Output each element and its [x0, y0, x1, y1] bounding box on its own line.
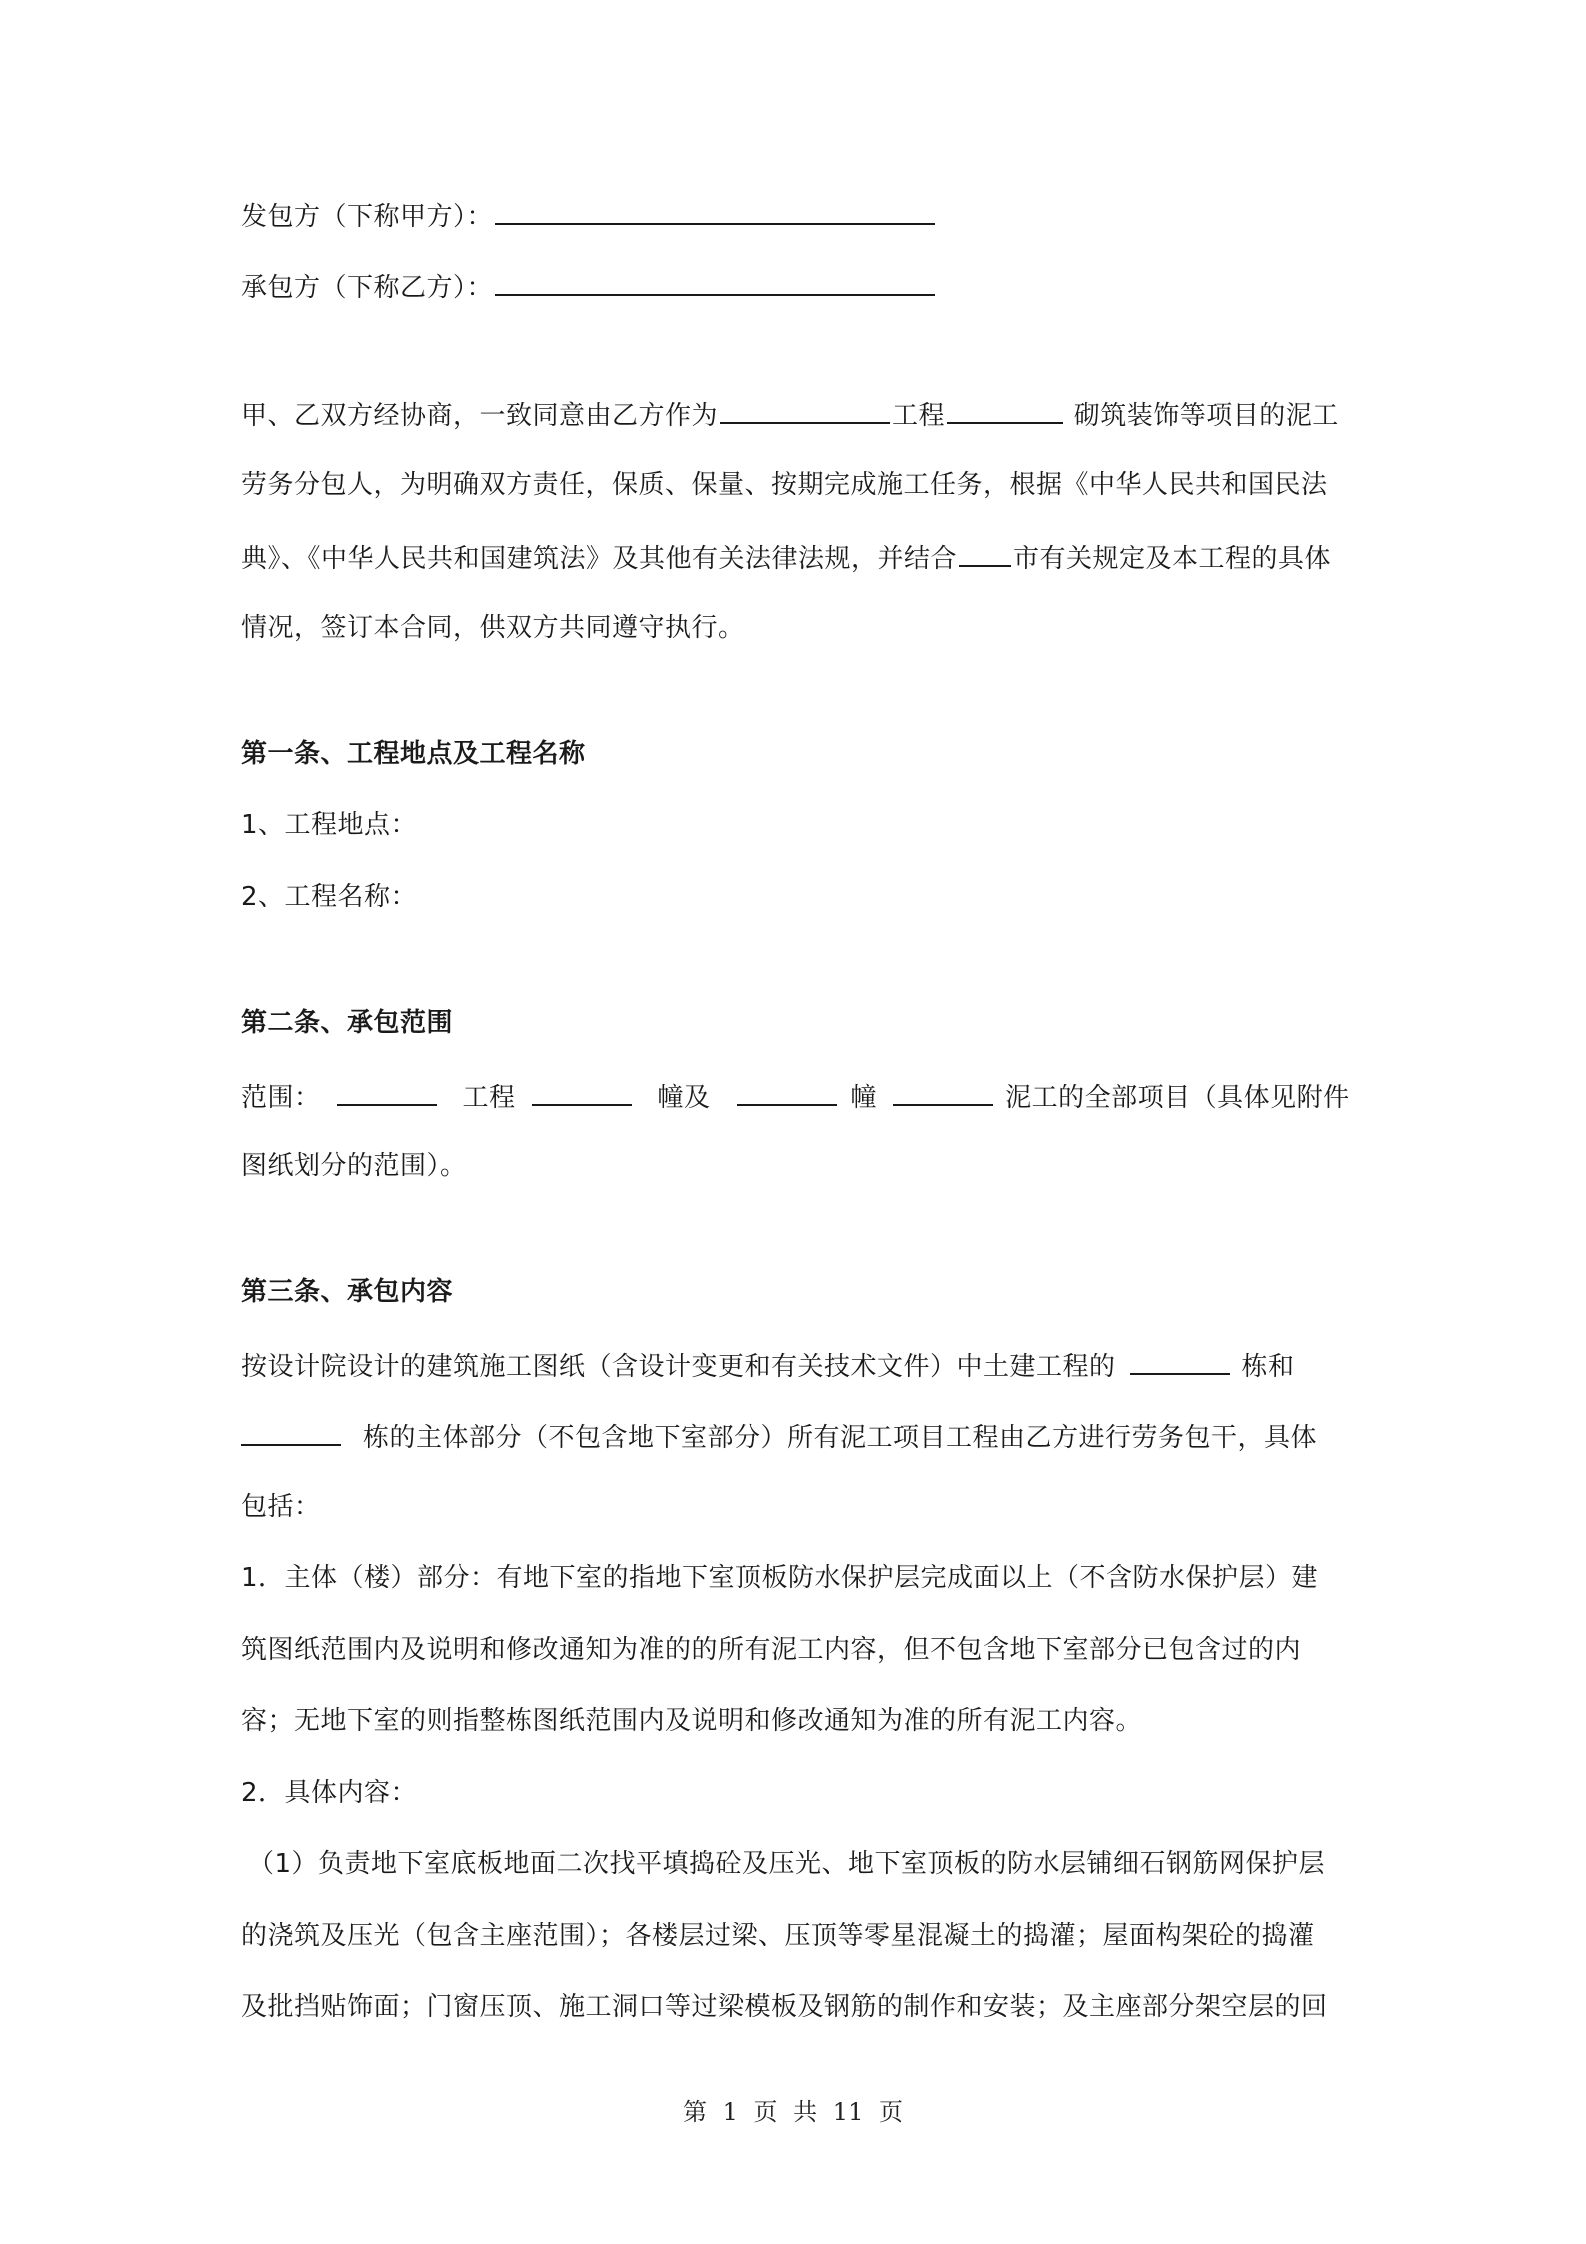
article-1-item-1: 1、工程地点： — [241, 810, 418, 840]
article-3-p1-line-3: 容；无地下室的则指整栋图纸范围内及说明和修改通知为准的所有泥工内容。 — [241, 1706, 1143, 1736]
party-b-line — [241, 268, 937, 305]
party-b-blank — [495, 268, 935, 296]
article-1-title: 第一条、工程地点及工程名称 — [241, 739, 586, 769]
scope-text: 工程 — [462, 1083, 516, 1113]
scope-blank-2 — [532, 1078, 632, 1106]
preamble-text: 工程 — [892, 401, 946, 431]
scope-text: 泥工的全部项目（具体见附件 — [1005, 1083, 1350, 1113]
article-3-p1-line-2: 筑图纸范围内及说明和修改通知为准的的所有泥工内容，但不包含地下室部分已包含过的内 — [241, 1635, 1302, 1665]
preamble-text: 情况，签订本合同，供双方共同遵守执行。 — [241, 613, 745, 643]
preamble-line-3 — [241, 539, 1331, 576]
party-b-label: 承包方（下称乙方）： — [241, 273, 494, 303]
article-3-text: 栋的主体部分（不包含地下室部分）所有泥工项目工程由乙方进行劳务包干，具体 — [363, 1423, 1318, 1453]
preamble-text: 劳务分包人，为明确双方责任，保质、保量、按期完成施工任务，根据《中华人民共和国民法 — [241, 470, 1328, 500]
building-blank-1 — [1130, 1347, 1230, 1375]
scope-blank-1 — [337, 1078, 437, 1106]
party-a-label: 发包方（下称甲方）： — [241, 202, 494, 232]
scope-label: 范围： — [241, 1083, 321, 1113]
building-blank-2 — [241, 1418, 341, 1446]
article-3-line-3: 包括： — [241, 1492, 321, 1522]
project-part-blank — [947, 396, 1063, 424]
article-2-title: 第二条、承包范围 — [241, 1008, 454, 1038]
article-3-text: 栋和 — [1241, 1352, 1295, 1382]
article-3-s1-line-2: 的浇筑及压光（包含主座范围）；各楼层过梁、压顶等零星混凝土的捣灌；屋面构架砼的捣灌 — [241, 1921, 1315, 1951]
article-3-p1-line-1: 1．主体（楼）部分：有地下室的指地下室顶板防水保护层完成面以上（不含防水保护层）建 — [241, 1563, 1319, 1593]
scope-blank-3 — [737, 1078, 837, 1106]
scope-text: 幢 — [850, 1083, 878, 1113]
preamble-line-1 — [241, 396, 1339, 433]
article-3-s1-line-3: 及批挡贴饰面；门窗压顶、施工洞口等过梁模板及钢筋的制作和安装；及主座部分架空层的回 — [241, 1992, 1328, 2022]
project-name-blank — [720, 396, 890, 424]
article-3-line-1 — [241, 1347, 1295, 1384]
city-blank — [959, 539, 1011, 567]
preamble-text: 市有关规定及本工程的具体 — [1013, 544, 1332, 574]
preamble-line-2 — [241, 468, 1328, 502]
party-a-line — [241, 197, 937, 234]
scope-blank-4 — [893, 1078, 993, 1106]
page-footer: 第 1 页 共 11 页 — [683, 2098, 903, 2126]
article-2-line-2: 图纸划分的范围）。 — [241, 1151, 467, 1181]
scope-text: 幢及 — [657, 1083, 711, 1113]
article-3-line-2 — [241, 1418, 1317, 1455]
article-3-s1-line-1: （1）负责地下室底板地面二次找平填捣砼及压光、地下室顶板的防水层铺细石钢筋网保护层 — [248, 1849, 1326, 1879]
article-2-scope-line — [241, 1078, 1350, 1115]
preamble-line-4 — [241, 611, 745, 645]
party-a-blank — [495, 197, 935, 225]
article-3-p2-title: 2．具体内容： — [241, 1778, 418, 1808]
preamble-text: 典》、《中华人民共和国建筑法》及其他有关法律法规，并结合 — [241, 544, 958, 574]
preamble-text: 砌筑装饰等项目的泥工 — [1073, 401, 1339, 431]
article-1-item-2: 2、工程名称： — [241, 882, 418, 912]
article-3-title: 第三条、承包内容 — [241, 1277, 454, 1307]
preamble-text: 甲、乙双方经协商，一致同意由乙方作为 — [241, 401, 719, 431]
article-3-text: 按设计院设计的建筑施工图纸（含设计变更和有关技术文件）中土建工程的 — [241, 1352, 1116, 1382]
